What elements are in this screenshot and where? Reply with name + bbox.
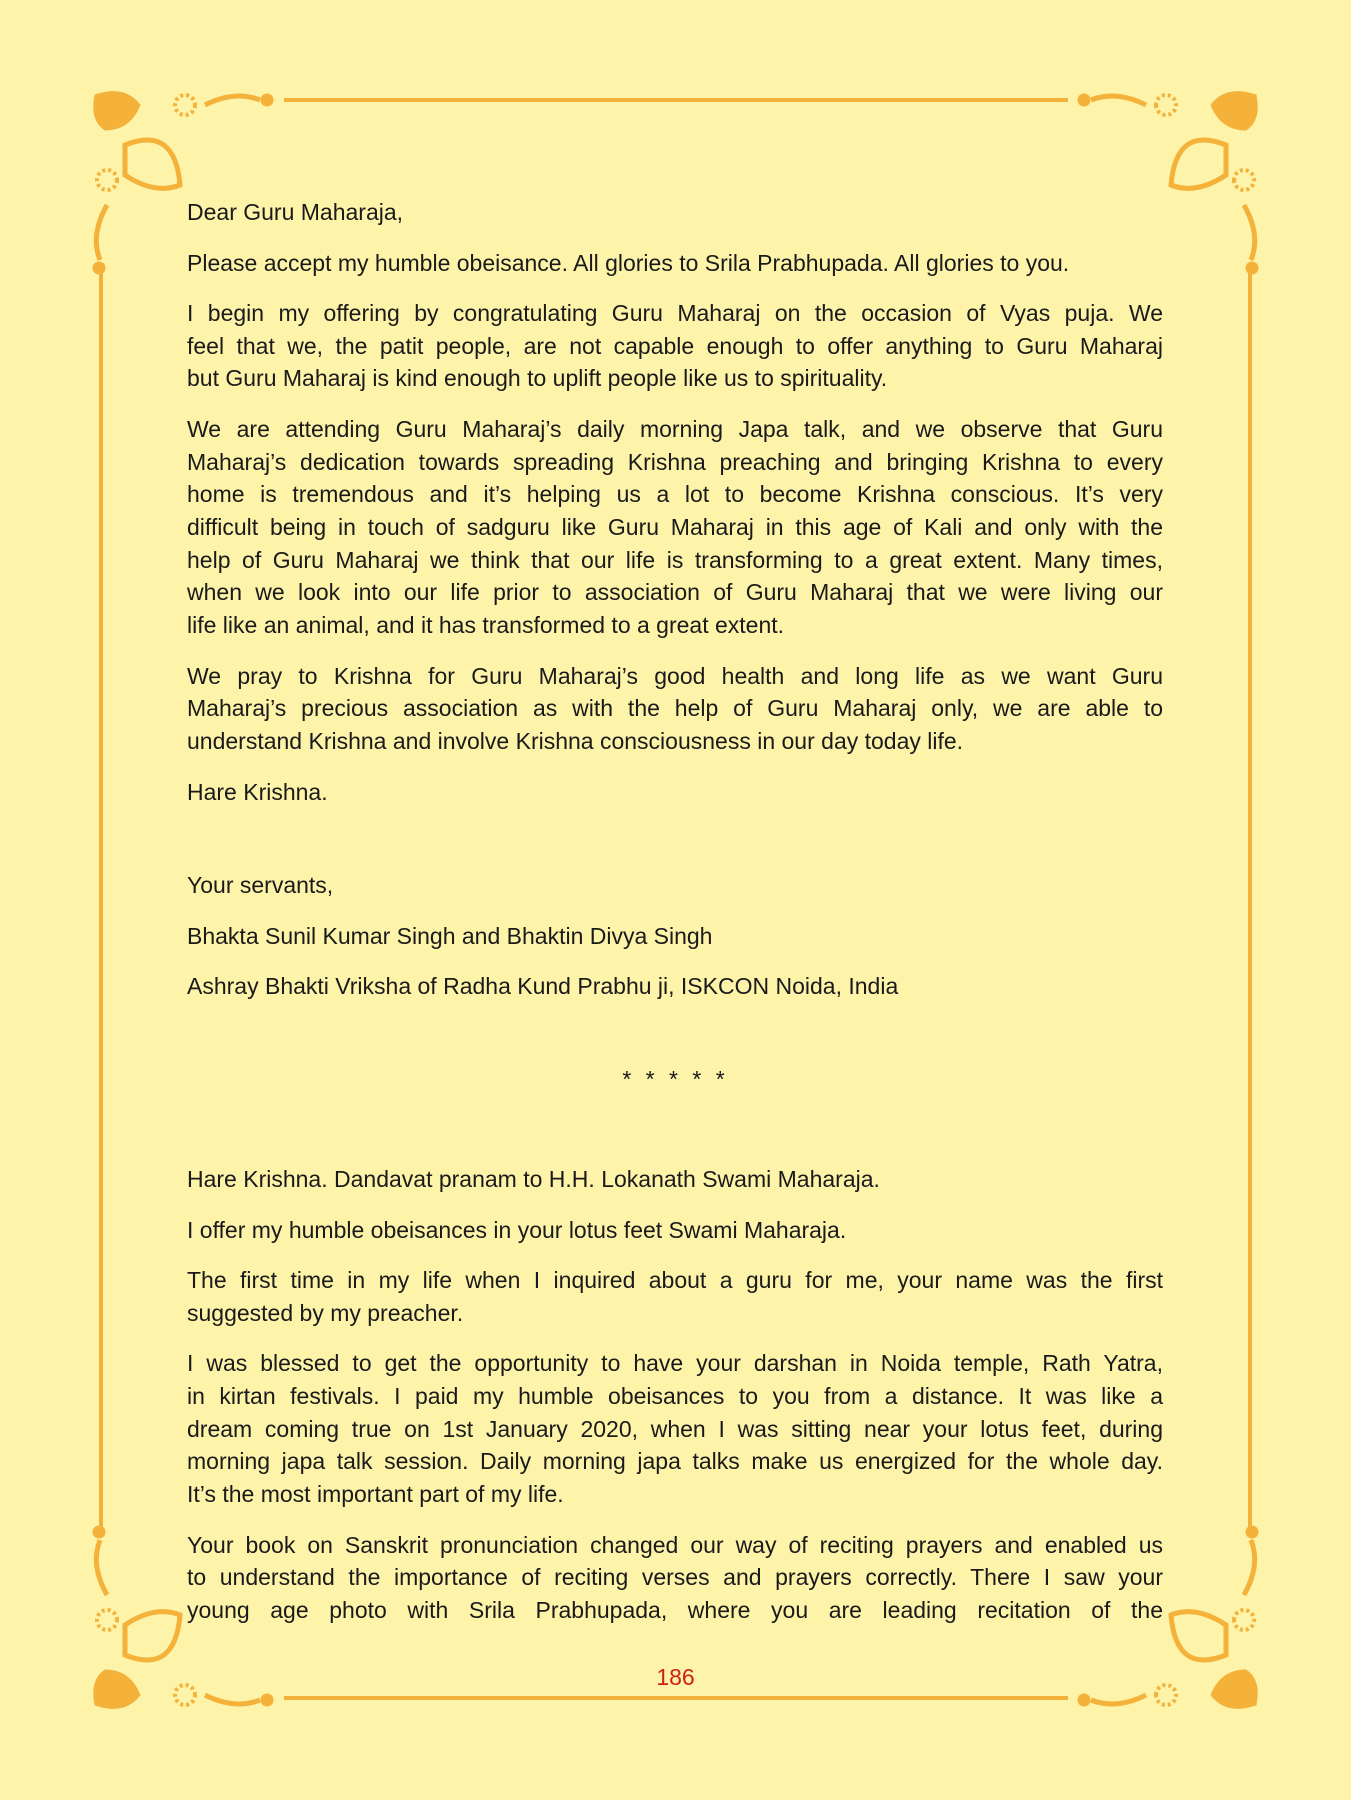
text-line: Please accept my humble obeisance. All glories to Srila Prabhupada. All glories to you. xyxy=(187,249,1070,276)
text-line: We pray to Krishna for Guru Maharaj’s good health and long life as we want Guru xyxy=(187,662,1163,689)
paragraph xyxy=(187,1529,1163,1627)
paragraph xyxy=(187,1163,1163,1196)
text-line: when we look into our life prior to association of Guru Maharaj that we were living our xyxy=(187,579,1163,606)
text-line: Maharaj’s precious association as with the help of Guru Maharaj only, we are able to xyxy=(187,695,1163,722)
border-right xyxy=(1248,272,1252,1528)
paragraph xyxy=(187,247,1163,280)
border-left xyxy=(99,272,103,1528)
text-line: Hare Krishna. Dandavat pranam to H.H. Lokanath Swami Maharaja. xyxy=(187,1166,880,1192)
text-line: We are attending Guru Maharaj’s daily morning Japa talk, and we observe that Guru xyxy=(187,415,1163,442)
paragraph xyxy=(187,1347,1163,1511)
text-line: Hare Krishna. xyxy=(187,778,328,805)
text-line: help of Guru Maharaj we think that our life is transforming to a great extent. Many times, xyxy=(187,546,1163,573)
text-line: Dear Guru Maharaja, xyxy=(187,199,404,225)
text-line: The first time in my life when I inquired about a guru for me, your name was the first xyxy=(187,1267,1163,1293)
text-line: morning japa talk session. Daily morning japa talks make us energized for the whole day. xyxy=(187,1448,1163,1475)
paragraph xyxy=(187,297,1163,395)
text-line: home is tremendous and it’s helping us a lot to become Krishna conscious. It’s very xyxy=(187,481,1163,508)
paragraph xyxy=(187,413,1163,642)
text-line: difficult being in touch of sadguru like Guru Maharaj in this age of Kali and only with the xyxy=(187,514,1163,541)
paragraph xyxy=(187,1264,1163,1329)
paragraph xyxy=(187,970,1163,1003)
text-line: understand Krishna and involve Krishna consciousness in our day today life. xyxy=(187,728,964,755)
paragraph xyxy=(187,1214,1163,1247)
paragraph xyxy=(187,196,1163,229)
text-line: in kirtan festivals. I paid my humble obeisances to you from a distance. It was like a xyxy=(187,1382,1163,1409)
text-line: life like an animal, and it has transformed to a great extent. xyxy=(187,612,785,639)
text-line: dream coming true on 1st January 2020, when I was sitting near your lotus feet, during xyxy=(187,1415,1163,1442)
border-bottom xyxy=(284,1696,1068,1700)
paragraph xyxy=(187,869,1163,902)
letter-2-body xyxy=(187,1163,1163,1644)
text-line: Maharaj’s dedication towards spreading Krishna preaching and bringing Krishna to every xyxy=(187,448,1163,475)
page-number: 186 xyxy=(656,1664,695,1690)
paragraph xyxy=(187,920,1163,953)
text-line: I offer my humble obeisances in your lotus feet Swami Maharaja. xyxy=(187,1216,847,1243)
border-top xyxy=(284,98,1068,102)
paragraph xyxy=(187,660,1163,758)
text-line: It’s the most important part of my life. xyxy=(187,1481,564,1508)
text-line: suggested by my preacher. xyxy=(187,1299,464,1326)
paragraph xyxy=(187,776,1163,809)
text-line: I begin my offering by congratulating Guru Maharaj on the occasion of Vyas puja. We xyxy=(187,300,1163,326)
text-line: I was blessed to get the opportunity to have your darshan in Noida temple, Rath Yatra, xyxy=(187,1350,1163,1377)
text-line: young age photo with Srila Prabhupada, where you are leading recitation of the xyxy=(187,1596,1163,1623)
letter-1-body xyxy=(187,196,1163,826)
letter-1-signature xyxy=(187,869,1163,1021)
text-line: feel that we, the patit people, are not capable enough to offer anything to Guru Maharaj xyxy=(187,332,1163,359)
text-line: Bhakta Sunil Kumar Singh and Bhaktin Divya Singh xyxy=(187,922,713,949)
text-line: to understand the importance of reciting verses and prayers correctly. There I saw your xyxy=(187,1564,1163,1591)
text-line: Your servants, xyxy=(187,872,334,898)
section-separator: * * * * * xyxy=(622,1066,729,1092)
text-line: Ashray Bhakti Vriksha of Radha Kund Prabhu ji, ISKCON Noida, India xyxy=(187,973,899,999)
text-line: but Guru Maharaj is kind enough to uplift people like us to spirituality. xyxy=(187,365,888,392)
text-line: Your book on Sanskrit pronunciation changed our way of reciting prayers and enabled us xyxy=(187,1531,1163,1558)
